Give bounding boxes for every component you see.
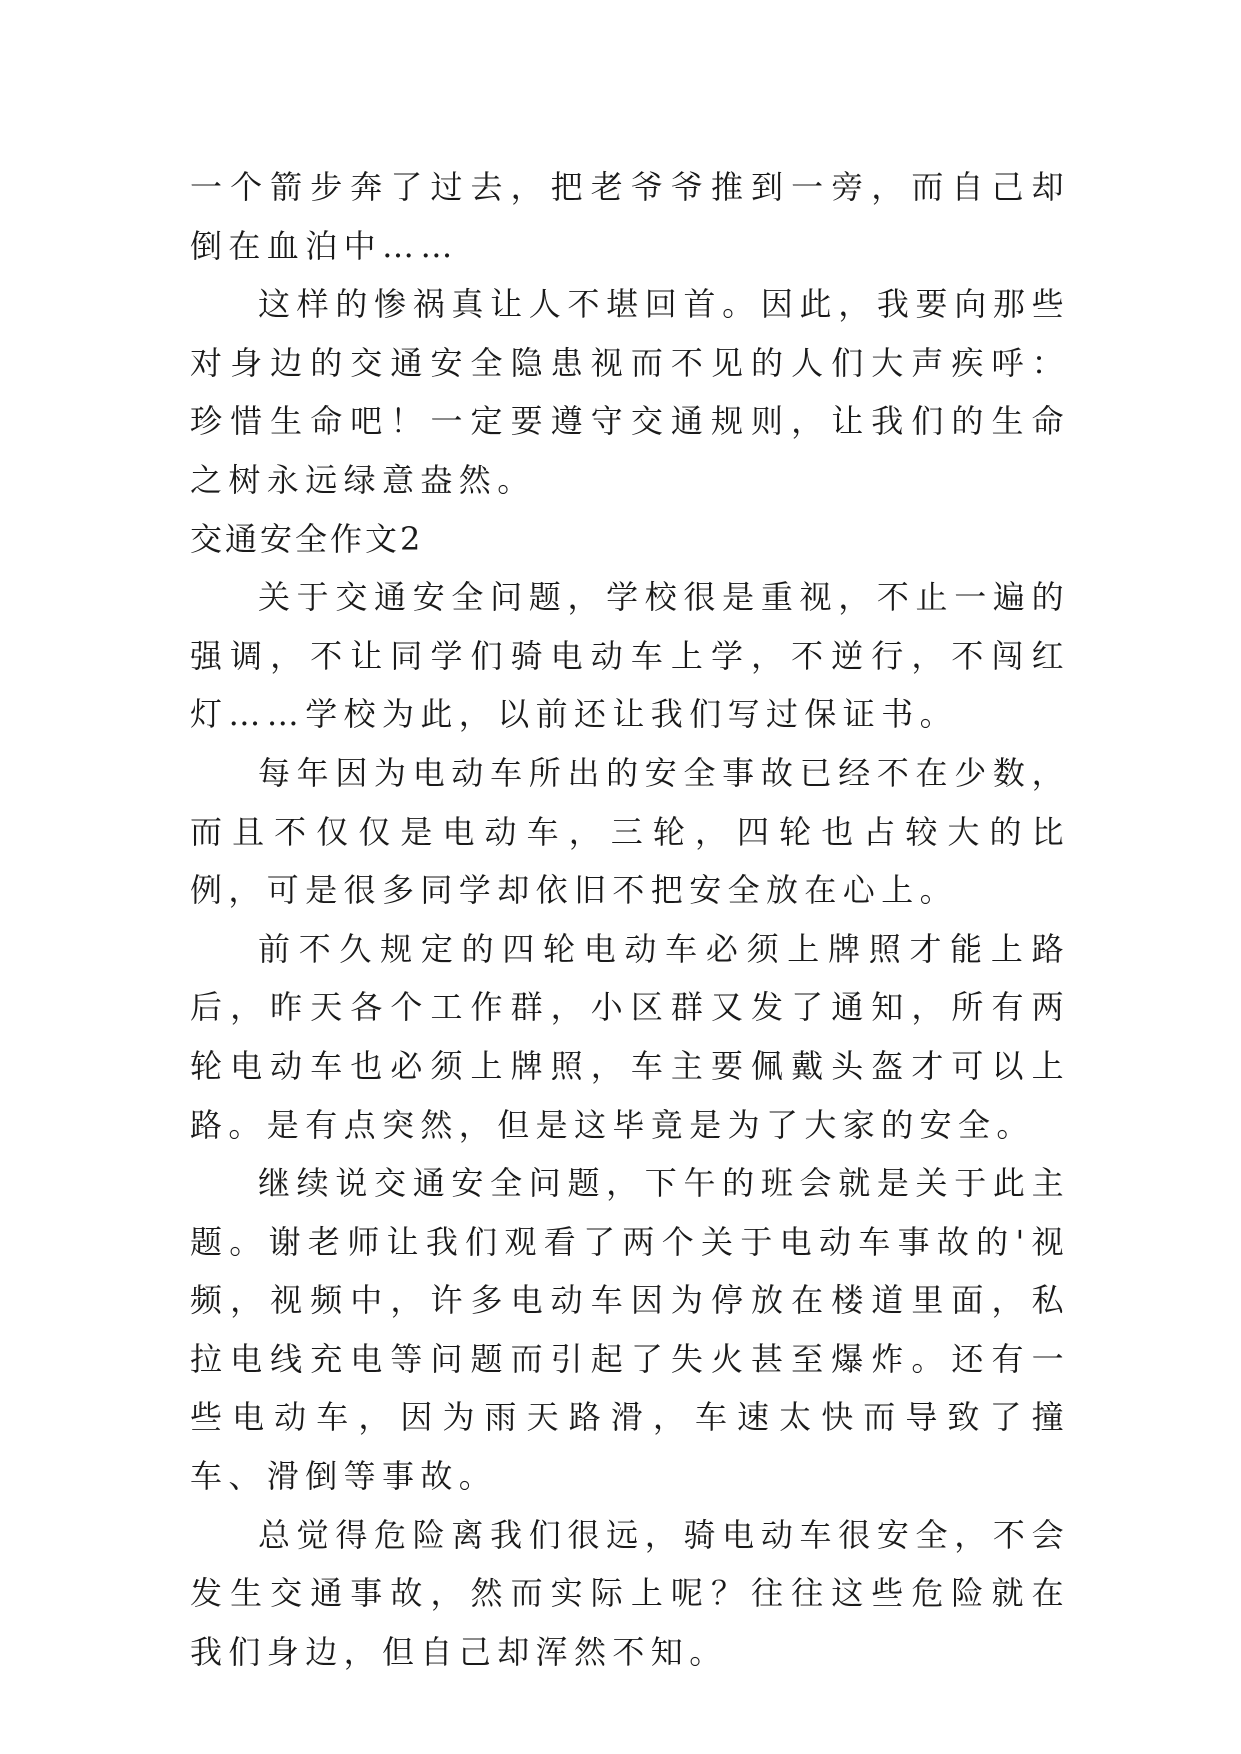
section-paragraph-4: 继续说交通安全问题，下午的班会就是关于此主题。谢老师让我们观看了两个关于电动车事故的'视频，视频中，许多电动车因为停放在楼道里面，私拉电线充电等问题而引起了失火甚至爆炸。还有一些电动车，因为雨天路滑，车速太快而导致了撞车、滑倒等事故。	[190, 1164, 1070, 1496]
document-page	[190, 158, 1070, 1681]
section-paragraph-2: 每年因为电动车所出的安全事故已经不在少数，而且不仅仅是电动车，三轮，四轮也占较大的比例，可是很多同学却依旧不把安全放在心上。	[190, 753, 1070, 910]
section-paragraph-1: 关于交通安全问题，学校很是重视，不止一遍的强调，不让同学们骑电动车上学，不逆行，不闯红灯……学校为此，以前还让我们写过保证书。	[190, 578, 1070, 734]
section-title: 交通安全作文2	[190, 519, 424, 558]
paragraph-continuation: 一个箭步奔了过去，把老爷爷推到一旁，而自己却倒在血泊中……	[190, 168, 1070, 265]
section-paragraph-5: 总觉得危险离我们很远，骑电动车很安全，不会发生交通事故，然而实际上呢？往往这些危险就在我们身边，但自己却浑然不知。	[190, 1515, 1070, 1671]
section-paragraph-3: 前不久规定的四轮电动车必须上牌照才能上路后，昨天各个工作群，小区群又发了通知，所有两轮电动车也必须上牌照，车主要佩戴头盔才可以上路。是有点突然，但是这毕竟是为了大家的安全。	[190, 929, 1070, 1144]
paragraph-conclusion: 这样的惨祸真让人不堪回首。因此，我要向那些对身边的交通安全隐患视而不见的人们大声疾呼：珍惜生命吧！一定要遵守交通规则，让我们的生命之树永远绿意盎然。	[190, 285, 1070, 499]
